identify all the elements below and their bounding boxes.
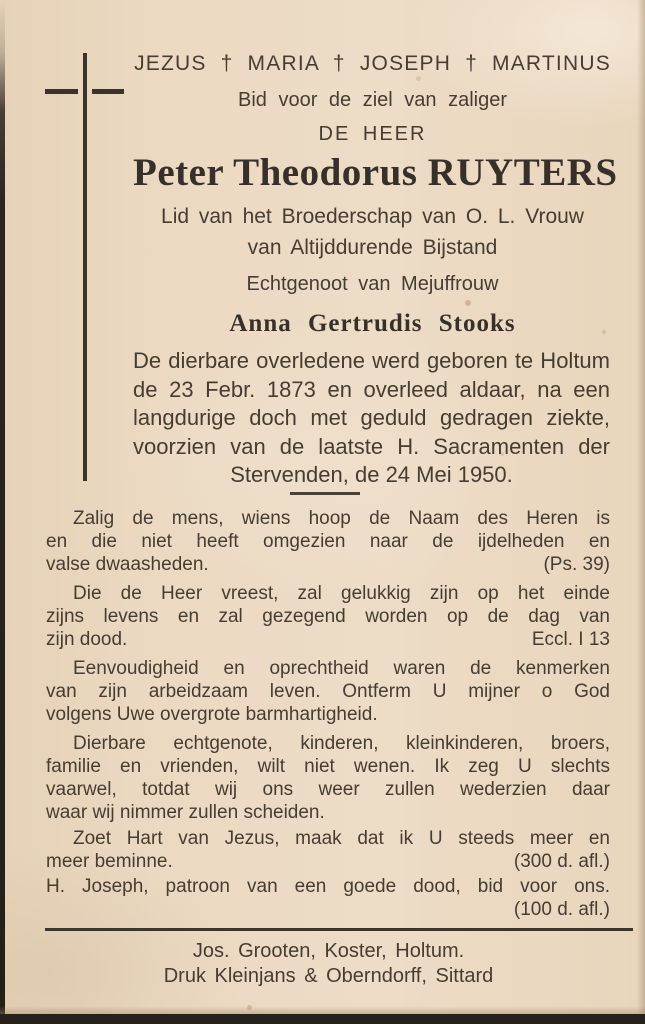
honorific-line: DE HEER [318, 123, 427, 145]
paper-stain [247, 1005, 252, 1010]
verse-line: Die de Heer vreest, zal gelukkig zijn op het einde [73, 583, 610, 604]
verse-paragraph-ecclesiastes [46, 582, 610, 651]
verse-section [46, 507, 610, 921]
farewell-line: vaarwel, totdat wij ons weer zullen wederzien daar [46, 779, 610, 800]
verse-line: zijn dood. [46, 629, 128, 650]
scan-edge-left [0, 0, 5, 1024]
citation-psalm: (Ps. 39) [543, 554, 610, 575]
sexton-line: Jos. Grooten, Koster, Holtum. [192, 940, 465, 962]
eulogy-line: van zijn arbeidzaam leven. Ontferm U mijner o God [46, 681, 610, 702]
section-divider [290, 492, 360, 495]
spouse-name: Anna Gertrudis Stooks [229, 310, 516, 337]
scan-edge-right [637, 0, 645, 1024]
header-section [133, 52, 618, 338]
verse-line: en die niet heeft omgezien naar de ijdelheden en [46, 531, 610, 552]
death-date-line: Stervenden, de 24 Mei 1950. [230, 462, 513, 487]
farewell-line: Dierbare echtgenote, kinderen, kleinkinderen, broers, [73, 733, 610, 754]
verse-line: zijns levens en zal gezegend worden op de dag van [46, 606, 610, 627]
verse-paragraph-psalm [46, 507, 610, 576]
eulogy-paragraph [46, 657, 610, 726]
spouse-intro-line: Echtgenoot van Mejuffrouw [246, 273, 499, 295]
life-line: langdurige doch met geduld gedragen ziekte, [133, 405, 610, 430]
verse-line-with-citation [46, 628, 610, 651]
printer-credit-section [45, 939, 612, 989]
scan-edge-bottom [0, 1014, 645, 1024]
deceased-name: Peter Theodorus RUYTERS [133, 151, 618, 194]
prayer-line: H. Joseph, patroon van een goede dood, bid voor ons. [46, 876, 610, 897]
life-line: de 23 Febr. 1873 en overleed aldaar, na een [133, 376, 610, 402]
cross-vertical-bar [83, 53, 87, 481]
life-summary-section [133, 347, 610, 490]
verse-line: valse dwaasheden. [46, 554, 209, 575]
prayer-intro-line: Bid voor de ziel van zaliger [237, 89, 507, 111]
verse-line-with-citation [46, 553, 610, 576]
invocation-line: JEZUS † MARIA † JOSEPH † MARTINUS [134, 52, 611, 75]
citation-ecclesiastes: Eccl. I 13 [531, 629, 610, 650]
farewell-paragraph [46, 732, 610, 824]
footer-divider [45, 928, 633, 931]
cross-horizontal-bar-right [92, 89, 124, 94]
prayer-line-with-indulgence [46, 850, 610, 873]
eulogy-line: volgens Uwe overgrote barmhartigheid. [46, 704, 378, 725]
prayer-line: meer beminne. [46, 851, 173, 872]
farewell-line: familie en vrienden, wilt niet wenen. Ik zeg U slechts [46, 756, 610, 777]
prayer-line: Zoet Hart van Jezus, maak dat ik U steeds meer en [73, 828, 610, 849]
farewell-line: waar wij nimmer zullen scheiden. [46, 802, 325, 823]
prayer-sacred-heart [46, 827, 610, 873]
eulogy-line: Eenvoudigheid en oprechtheid waren de kenmerken [73, 658, 610, 679]
membership-line-2: van Altijddurende Bijstand [247, 236, 498, 259]
indulgence-note: (300 d. afl.) [513, 851, 610, 872]
verse-line: Zalig de mens, wiens hoop de Naam des Heren is [73, 508, 610, 529]
life-line: De dierbare overledene werd geboren te Holtum [133, 348, 610, 373]
indulgence-note: (100 d. afl.) [513, 899, 610, 920]
membership-line-1: Lid van het Broederschap van O. L. Vrouw [161, 205, 584, 228]
prayer-st-joseph [46, 875, 610, 921]
cross-horizontal-bar-left [45, 89, 78, 94]
printer-line: Druk Kleinjans & Oberndorff, Sittard [163, 965, 494, 987]
life-line: voorzien van de laatste H. Sacramenten der [133, 433, 610, 459]
scan-edge-bottom-shadow [0, 1006, 645, 1014]
